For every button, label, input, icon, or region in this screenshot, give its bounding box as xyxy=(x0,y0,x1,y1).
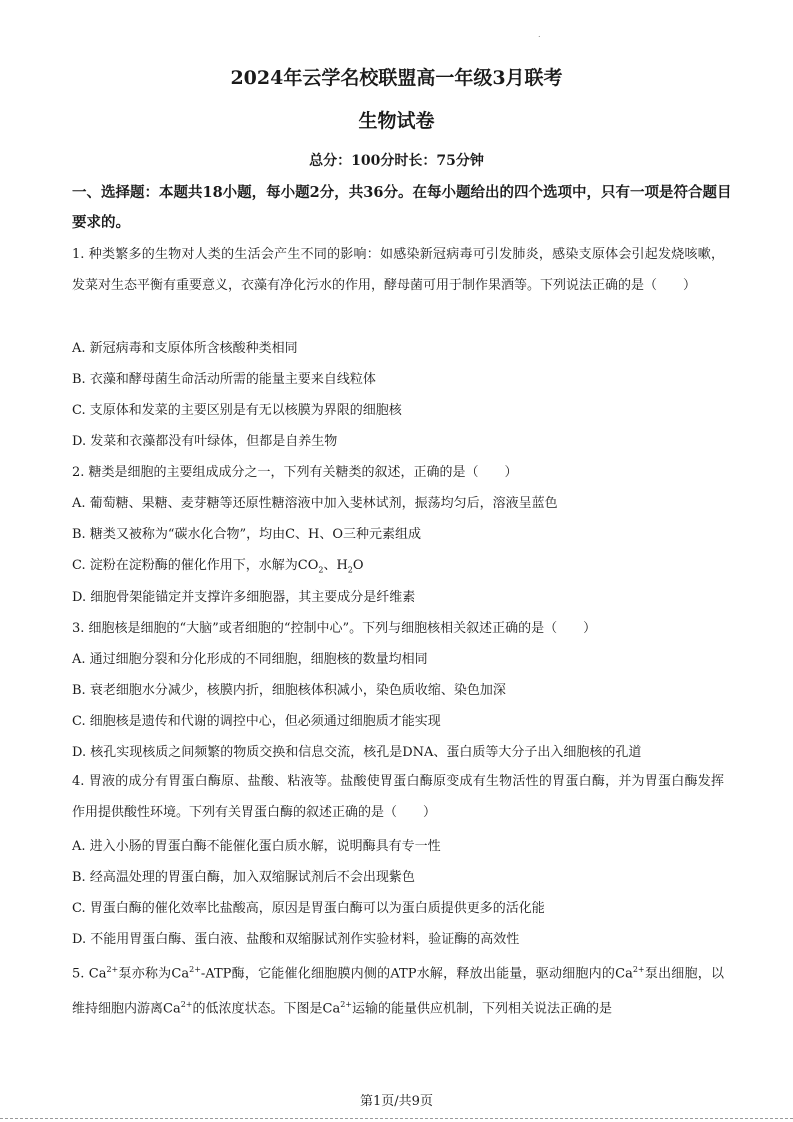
question-3-stem: 3. 细胞核是细胞的“大脑”或者细胞的“控制中心”。下列与细胞核相关叙述正确的是（ ） xyxy=(72,621,597,636)
question-1-stem: 1. 种类繁多的生物对人类的生活会产生不同的影响：如感染新冠病毒可引发肺炎，感染支原体会引起发烧咳嗽，发菜对生态平衡有重要意义，衣藻有净化污水的作用，酵母菌可用于制作果酒等。下列说法正确的是（ ） xyxy=(72,247,724,293)
footer-divider xyxy=(0,1118,793,1119)
q2-option-d: D. 细胞骨架能锚定并支撑许多细胞器，其主要成分是纤维素 xyxy=(72,590,416,605)
q3-option-c: C. 细胞核是遗传和代谢的调控中心，但必须通过细胞质才能实现 xyxy=(72,714,441,729)
corner-mark: . xyxy=(538,30,541,39)
q2-option-c: C. 淀粉在淀粉酶的催化作用下，水解为$CO_2$、$H_2O$ xyxy=(72,558,364,575)
section-heading: 一、选择题：本题共18小题，每小题2分，共36分。在每小题给出的四个选项中，只有一项是符合题目要求的。 xyxy=(72,184,732,231)
q3-option-a: A. 通过细胞分裂和分化形成的不同细胞，细胞核的数量均相同 xyxy=(72,652,428,667)
question-4-stem: 4. 胃液的成分有胃蛋白酶原、盐酸、粘液等。盐酸使胃蛋白酶原变成有生物活性的胃蛋白酶，并为胃蛋白酶发挥作用提供酸性环境。下列有关胃蛋白酶的叙述正确的是（ ） xyxy=(72,774,724,820)
exam-title: 2024年云学名校联盟高一年级3月联考 xyxy=(230,67,563,89)
q4-option-a: A. 进入小肠的胃蛋白酶不能催化蛋白质水解，说明酶具有专一性 xyxy=(72,839,441,854)
page-number: 第1页/共9页 xyxy=(360,1094,433,1109)
q4-option-c: C. 胃蛋白酶的催化效率比盐酸高，原因是胃蛋白酶可以为蛋白质提供更多的活化能 xyxy=(72,901,545,916)
q2-option-a: A. 葡萄糖、果糖、麦芽糖等还原性糖溶液中加入斐林试剂，振荡均匀后，溶液呈蓝色 xyxy=(72,496,558,511)
q2-option-b: B. 糖类又被称为“碳水化合物”，均由C、H、O三种元素组成 xyxy=(72,527,422,542)
q4-option-b: B. 经高温处理的胃蛋白酶，加入双缩脲试剂后不会出现紫色 xyxy=(72,870,415,885)
exam-meta: 总分：100分时长：75分钟 xyxy=(309,153,484,169)
question-2-stem: 2. 糖类是细胞的主要组成成分之一，下列有关糖类的叙述，正确的是（ ） xyxy=(72,465,518,480)
subject-title: 生物试卷 xyxy=(358,110,435,132)
q3-option-d: D. 核孔实现核质之间频繁的物质交换和信息交流，核孔是DNA、蛋白质等大分子出入细胞核的孔道 xyxy=(72,745,642,760)
q4-option-d: D. 不能用胃蛋白酶、蛋白液、盐酸和双缩脲试剂作实验材料，验证酶的高效性 xyxy=(72,932,520,947)
q1-option-d: D. 发菜和衣藻都没有叶绿体，但都是自养生物 xyxy=(72,434,338,449)
q1-option-b: B. 衣藻和酵母菌生命活动所需的能量主要来自线粒体 xyxy=(72,372,376,387)
question-5-stem: 5. $Ca^{2+}$泵亦称为$Ca^{2+}$-ATP酶，它能催化细胞膜内侧的ATP水解，释放出能量，驱动细胞内的$Ca^{2+}$泵出细胞，以维持细胞内游离$Ca^{2+}$的低浓度状态。下图是$Ca^{2+}$运输的能量供应机制，下列相关说法正确的是 xyxy=(72,965,724,1017)
q1-option-c: C. 支原体和发菜的主要区别是有无以核膜为界限的细胞核 xyxy=(72,403,402,418)
q1-option-a: A. 新冠病毒和支原体所含核酸种类相同 xyxy=(72,341,298,356)
q3-option-b: B. 衰老细胞水分减少，核膜内折，细胞核体积减小，染色质收缩、染色加深 xyxy=(72,683,506,698)
